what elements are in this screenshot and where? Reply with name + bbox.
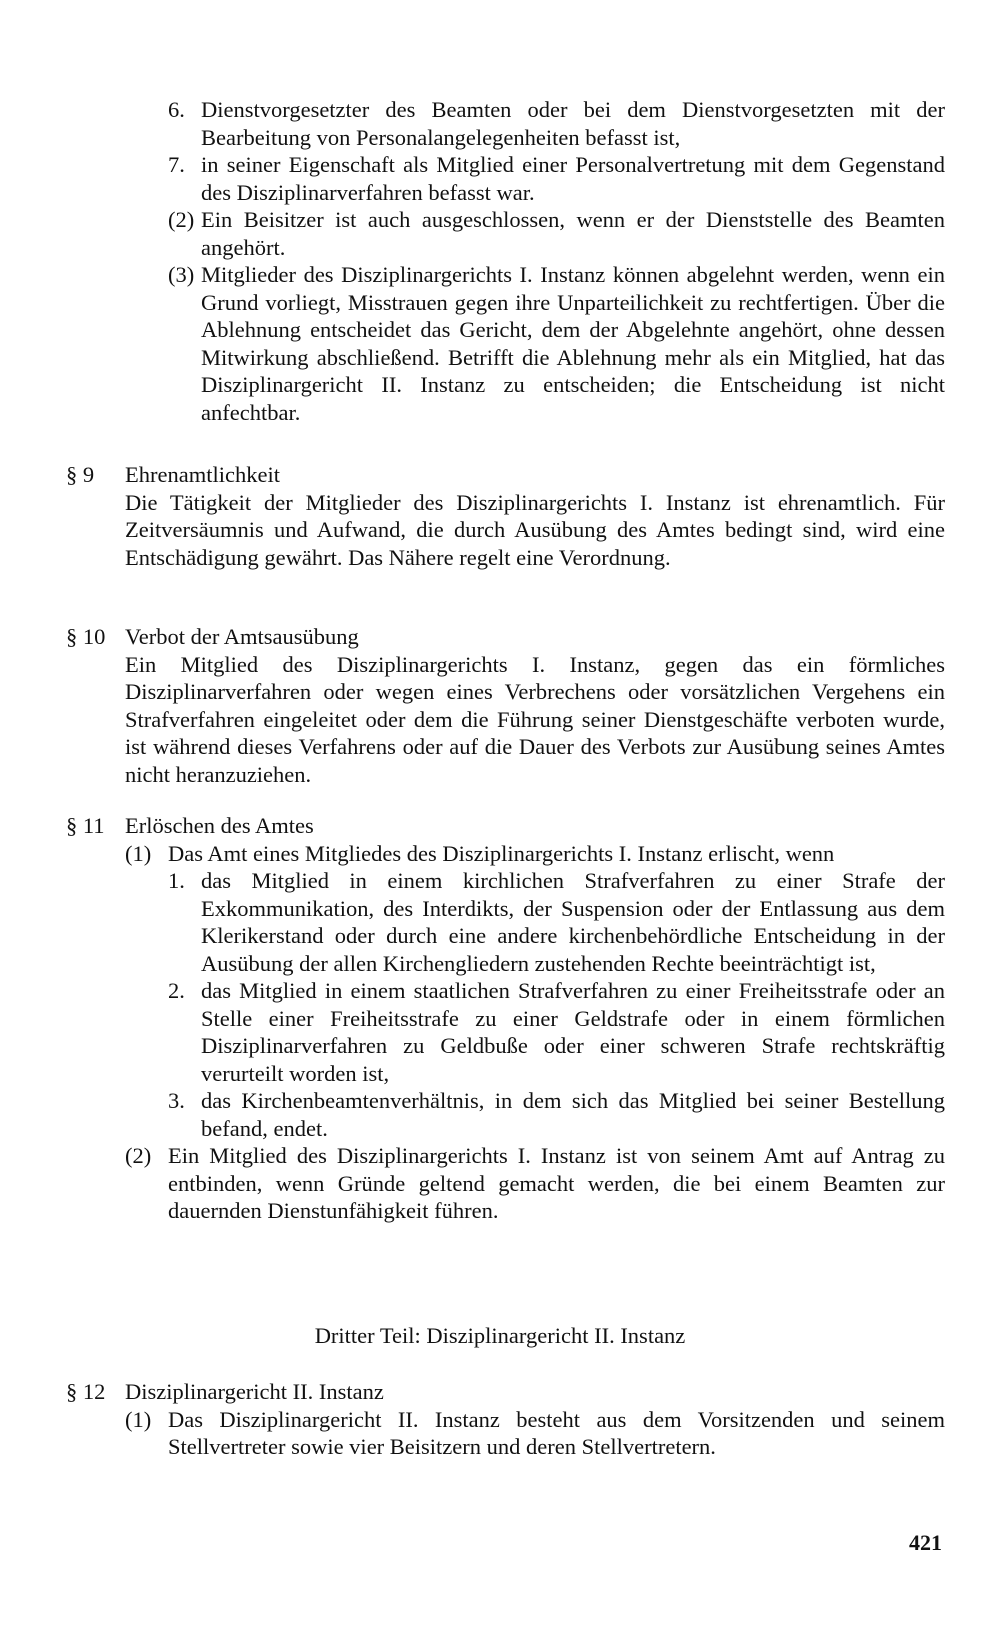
- section-body: Ein Mitglied des Disziplinargerichts I. Instanz, gegen das ein förmliches Disziplinarverfahren oder wegen eines Verbrechens oder vorsätzlichen Vergehens ein Strafverfahren eingeleitet oder dem die Führung seiner Dienstgeschäfte verboten wurde, ist während dieses Verfahrens oder auf die Dauer des Verbots zur Ausübung seines Amtes nicht heranzuziehen.: [125, 651, 945, 787]
- section-heading: [66, 623, 945, 651]
- list-item-number: 1.: [168, 868, 185, 893]
- list-item-text: das Mitglied in einem kirchlichen Strafverfahren zu einer Strafe der Exkommunikation, des Interdikts, der Suspension oder der Entlassung aus dem Klerikerstand oder durch eine andere kirchenbehördliche Entscheidung in der Ausübung der allen Kirchengliedern zustehenden Rechte beeinträchtigt ist,: [201, 868, 945, 976]
- absatz-number: (1): [125, 1406, 152, 1432]
- list-item-text: das Kirchenbeamtenverhältnis, in dem sich das Mitglied bei seiner Bestellung befand, endet.: [201, 1088, 945, 1141]
- section-10: [66, 623, 945, 788]
- section-11: [66, 812, 945, 1225]
- list-item: [125, 1087, 945, 1142]
- section-heading: [66, 1378, 945, 1406]
- section-12: [66, 1378, 945, 1461]
- section-body: [66, 1406, 945, 1461]
- list-item: [125, 151, 945, 206]
- list-item-number: 7.: [168, 152, 185, 177]
- section-title: Disziplinargericht II. Instanz: [125, 1379, 384, 1404]
- absatz: [125, 1406, 945, 1461]
- continued-paragraph-block: [125, 96, 945, 426]
- absatz: [125, 1142, 945, 1225]
- section-body: [66, 840, 945, 1225]
- absatz-text: Das Disziplinargericht II. Instanz besteht aus dem Vorsitzenden und seinem Stellvertreter sowie vier Beisitzern und deren Stellvertretern.: [168, 1406, 945, 1459]
- absatz-number: (2): [125, 1143, 152, 1168]
- section-number: § 12: [66, 1379, 106, 1404]
- absatz-number: (3): [168, 262, 195, 287]
- list-item-number: 2.: [168, 978, 185, 1003]
- section-title: Ehrenamtlichkeit: [125, 462, 280, 487]
- absatz-text: Ein Beisitzer ist auch ausgeschlossen, wenn er der Dienststelle des Beamten angehört.: [201, 207, 945, 260]
- section-number: § 11: [66, 813, 105, 838]
- absatz: [125, 206, 945, 261]
- section-number: § 9: [66, 462, 95, 487]
- absatz-text: Das Amt eines Mitgliedes des Disziplinargerichts I. Instanz erlischt, wenn: [168, 840, 835, 866]
- section-heading: [66, 812, 945, 840]
- list-item: [125, 867, 945, 977]
- absatz-number: (2): [168, 207, 195, 232]
- section-body: Die Tätigkeit der Mitglieder des Disziplinargerichts I. Instanz ist ehrenamtlich. Für Zeitversäumnis und Aufwand, die durch Ausübung des Amtes bedingt sind, wird eine Entschädigung gewährt. Das Nähere regelt eine Verordnung.: [125, 489, 945, 570]
- section-title: Erlöschen des Amtes: [125, 813, 314, 838]
- list-item-number: 6.: [168, 97, 185, 122]
- absatz-text: Ein Mitglied des Disziplinargerichts I. Instanz ist von seinem Amt auf Antrag zu entbinden, wenn Gründe geltend gemacht werden, die bei einem Beamten zur dauernden Dienstunfähigkeit führen.: [168, 1143, 945, 1223]
- section-number: § 10: [66, 624, 106, 649]
- section-heading: [66, 461, 945, 489]
- section-9: [66, 461, 945, 571]
- section-title: Verbot der Amtsausübung: [125, 624, 359, 649]
- list-item-text: in seiner Eigenschaft als Mitglied einer Personalvertretung mit dem Gegenstand des Disziplinarverfahren befasst war.: [201, 152, 945, 205]
- absatz: [125, 840, 945, 868]
- absatz-text: Mitglieder des Disziplinargerichts I. Instanz können abgelehnt werden, wenn ein Grund vorliegt, Misstrauen gegen ihre Unparteilichkeit zu rechtfertigen. Über die Ablehnung entscheidet das Gericht, dem der Abgelehnte angehört, ohne dessen Mitwirkung abschließend. Betrifft die Ablehnung mehr als ein Mitglied, hat das Disziplinargericht II. Instanz zu entscheiden; die Entscheidung ist nicht anfechtbar.: [201, 262, 945, 425]
- part-heading: Dritter Teil: Disziplinargericht II. Instanz: [314, 1323, 686, 1348]
- list-item-text: Dienstvorgesetzter des Beamten oder bei dem Dienstvorgesetzten mit der Bearbeitung von Personalangelegenheiten befasst ist,: [201, 97, 945, 150]
- absatz-number: (1): [125, 840, 152, 866]
- absatz: [125, 261, 945, 426]
- list-item: [125, 977, 945, 1087]
- list-item-number: 3.: [168, 1088, 185, 1113]
- page-number: 421: [909, 1530, 942, 1555]
- list-item: [125, 96, 945, 151]
- list-item-text: das Mitglied in einem staatlichen Strafverfahren zu einer Freiheitsstrafe oder an Stelle einer Freiheitsstrafe zu einer Geldstrafe oder in einem förmlichen Disziplinarverfahren zu Geldbuße oder einer schweren Strafe rechtskräftig verurteilt worden ist,: [201, 978, 945, 1086]
